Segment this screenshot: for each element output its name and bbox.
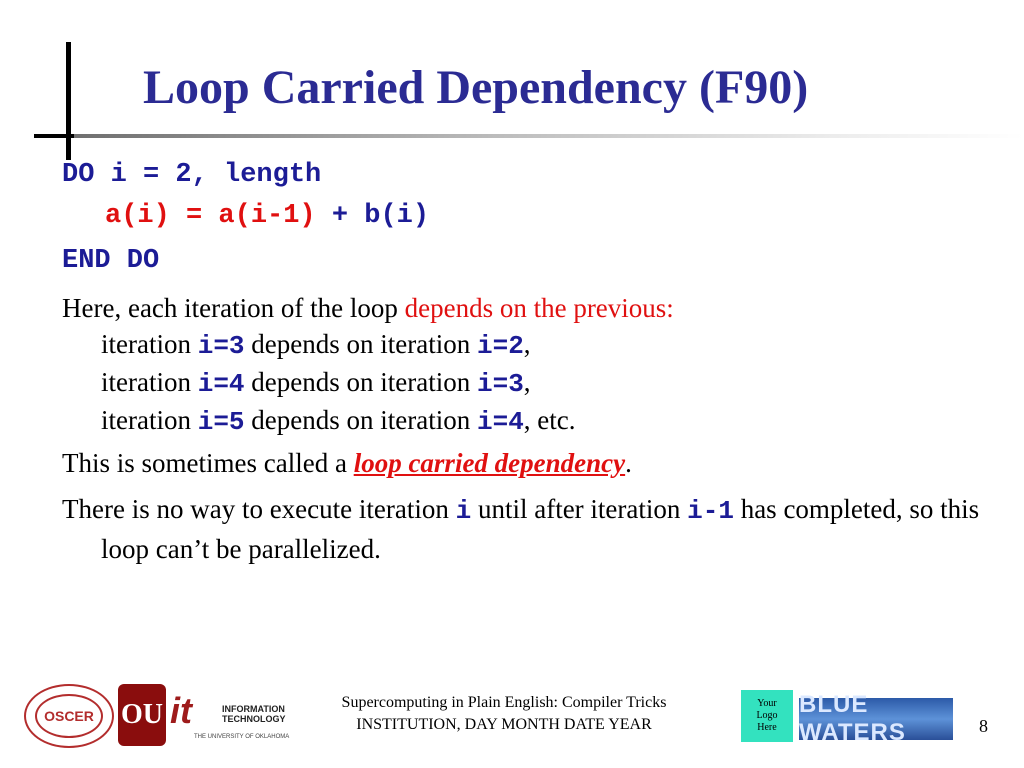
paragraph-term bbox=[62, 445, 992, 481]
iteration-word: iteration bbox=[101, 367, 198, 397]
iteration-code: i=3 bbox=[476, 369, 524, 399]
conclusion-code-2: i-1 bbox=[687, 496, 734, 526]
row-end: , etc. bbox=[523, 405, 576, 435]
iteration-code: i=4 bbox=[476, 407, 524, 437]
term-intro: This is sometimes called a bbox=[62, 448, 354, 478]
term-end: . bbox=[625, 448, 632, 478]
iteration-word: iteration bbox=[101, 405, 198, 435]
depends-text: depends on iteration bbox=[244, 329, 477, 359]
depends-text: depends on iteration bbox=[244, 367, 477, 397]
it-logo bbox=[170, 690, 290, 746]
logo-placeholder-line: Your bbox=[757, 698, 777, 709]
iteration-word: iteration bbox=[101, 329, 198, 359]
logo-placeholder bbox=[741, 690, 793, 742]
footer-line-1: Supercomputing in Plain English: Compiler Tricks bbox=[341, 694, 667, 711]
page-number: 8 bbox=[979, 716, 988, 736]
intro-highlight: depends on the previous: bbox=[404, 293, 674, 323]
row-end: , bbox=[523, 329, 531, 359]
ou-logo: OU bbox=[118, 684, 166, 746]
code-line-2 bbox=[105, 201, 429, 231]
blue-waters-logo: BLUE WATERS bbox=[799, 698, 953, 740]
oscer-logo-text: OSCER bbox=[35, 694, 103, 738]
code-line-3: END DO bbox=[62, 246, 160, 276]
iteration-code: i=2 bbox=[476, 331, 524, 361]
code-line-1: DO i = 2, length bbox=[62, 160, 322, 190]
row-end: , bbox=[523, 367, 531, 397]
footer-line-2: INSTITUTION, DAY MONTH DATE YEAR bbox=[356, 716, 652, 733]
iteration-code: i=4 bbox=[197, 369, 245, 399]
it-logo-line: INFORMATION bbox=[222, 704, 285, 714]
title-vertical-rule bbox=[66, 42, 71, 160]
it-logo-line: TECHNOLOGY bbox=[222, 714, 286, 724]
conclusion-c: has completed, so this loop can’t be parallelized. bbox=[101, 494, 980, 564]
logo-placeholder-line: Here bbox=[757, 722, 777, 733]
title-horizontal-rule bbox=[74, 134, 1024, 138]
it-logo-mark: it bbox=[170, 690, 192, 731]
intro-text: Here, each iteration of the loop bbox=[62, 293, 405, 323]
it-logo-university: THE UNIVERSITY OF OKLAHOMA bbox=[194, 734, 290, 740]
paragraph-dependency-intro bbox=[62, 290, 992, 326]
oscer-logo bbox=[24, 684, 114, 748]
it-logo-text bbox=[222, 704, 286, 724]
conclusion-b: until after iteration bbox=[471, 494, 688, 524]
term-highlight: loop carried dependency bbox=[353, 448, 626, 478]
iteration-row-1 bbox=[62, 326, 992, 364]
conclusion-a: There is no way to execute iteration bbox=[62, 494, 456, 524]
slide-title: Loop Carried Dependency (F90) bbox=[143, 61, 809, 114]
footer-text bbox=[296, 692, 712, 736]
iteration-row-2 bbox=[62, 364, 992, 402]
title-horizontal-rule-left bbox=[34, 134, 74, 138]
iteration-code: i=3 bbox=[197, 331, 245, 361]
code-line-2-rest: + b(i) bbox=[315, 201, 430, 231]
conclusion-code-1: i bbox=[455, 496, 472, 526]
iteration-code: i=5 bbox=[197, 407, 245, 437]
iteration-row-3 bbox=[62, 402, 992, 440]
paragraph-conclusion bbox=[62, 490, 992, 568]
code-line-2-highlight: a(i) = a(i-1) bbox=[105, 201, 316, 231]
paragraph-dependency bbox=[62, 290, 992, 440]
logo-placeholder-line: Logo bbox=[756, 710, 778, 721]
depends-text: depends on iteration bbox=[244, 405, 477, 435]
